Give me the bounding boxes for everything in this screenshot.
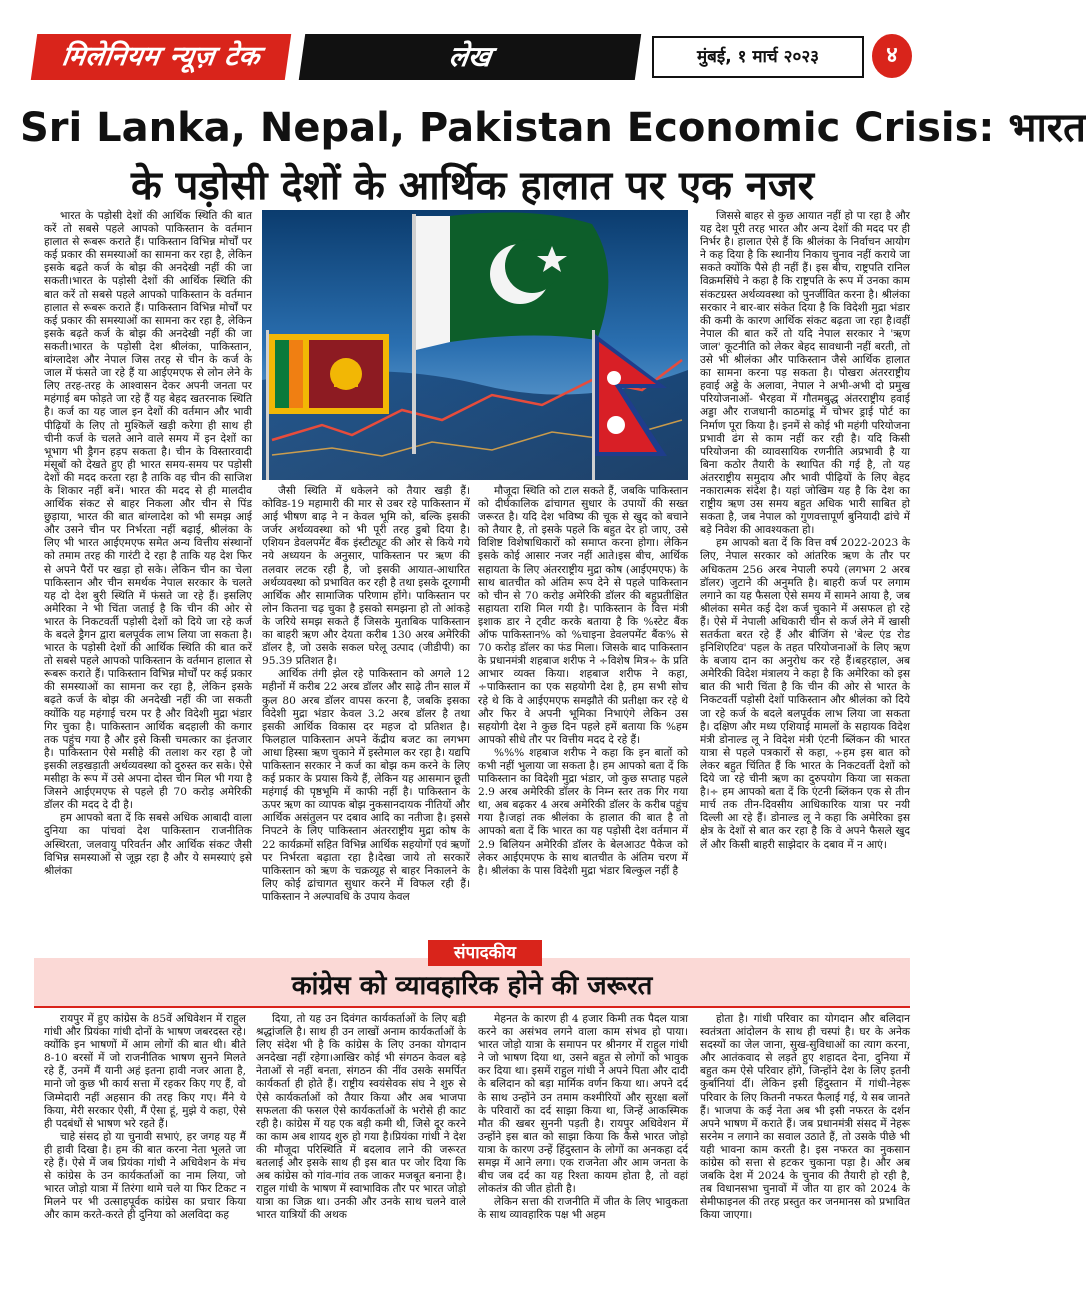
article-paragraph: भारत के पड़ोसी देशों की आर्थिक स्थिति की बात करें तो सबसे पहले आपको पाकिस्तान के वर्तमान हालात से रूबरू कराते हैं। पाकिस्तान विभिन्न मोर्चों पर कई प्रकार की समस्याओं का सामना कर रहा है, लेकिन इसके बढ़ते कर्ज के बोझ की अनदेखी नहीं की जा सकती।भारत के पड़ोसी देशों की आर्थिक स्थिति की बात करें तो सबसे पहले आपको पाकिस्तान के वर्तमान हालात से रूबरू कराते हैं। पाकिस्तान विभिन्न मोर्चों पर कई प्रकार की समस्याओं का सामना कर रहा है, लेकिन इसके बढ़ते कर्ज के बोझ की अनदेखी नहीं की जा सकती।भारत के पड़ोसी देश श्रीलंका, पाकिस्तान, बांग्लादेश और नेपाल जिस तरह से चीन के कर्ज के जाल में फंसते जा रहे हैं या आईएमएफ से लोन लेने के लिए तरह-तरह के आश्वासन देकर अपनी जनता पर महंगाई बम फोड़ते जा रहे हैं यह बेहद खतरनाक स्थिति है। कर्ज का यह जाल इन देशों की वर्तमान और भावी पीढ़ियों के लिए तो मुश्किलें खड़ी करेगा ही साथ ही चीनी कर्ज के चलते आने वाले समय में इन देशों का भूभाग भी ड्रैगन हड़प सकता है। चीन के विस्तारवादी मंसूबों को देखते हुए ही भारत समय-समय पर पड़ोसी देशों की मदद करता रहा है ताकि वह चीन की साजिश के शिकार नहीं बनें। भारत की मदद से ही मालदीव आर्थिक संकट से बाहर निकला और चीन से पिंड छुड़ाया, भारत की बात बांग्लादेश को भी समझ आई और उसने चीन पर निर्भरता नहीं बढ़ाई, श्रीलंका के लिए भी भारत आईएमएफ समेत अन्य वित्तीय संस्थानों को तमाम तरह की गारंटी दे रहा है ताकि यह देश फिर से अपने पैरों पर खड़ा हो सके। लेकिन चीन का चेला पाकिस्तान और चीन समर्थक नेपाल सरकार के चलते यह दो देश बुरी स्थिति में फंसते जा रहे हैं। इसलिए अमेरिका ने भी चिंता जताई है कि चीन की ओर से भारत के निकटवर्ती पड़ोसी देशों को दिये जा रहे कर्ज के बदले ड्रैगन द्वारा बलपूर्वक लाभ लिया जा सकता है।भारत के पड़ोसी देशों की आर्थिक स्थिति की बात करें तो सबसे पहले आपको पाकिस्तान के वर्तमान हालात से रूबरू कराते हैं। पाकिस्तान विभिन्न मोर्चों पर कई प्रकार की समस्याओं का सामना कर रहा है, लेकिन इसके बढ़ते कर्ज के बोझ की अनदेखी नहीं की जा सकती क्योंकि यह महंगाई चरम पर है और विदेशी मुद्रा भंडार गिर चुका है। पाकिस्तान आर्थिक बदहाली की कगार तक पहुंच गया है और इसे किसी चमत्कार का इंतजार है। पाकिस्तान ऐसे मसीहे की तलाश कर रहा है जो इसकी लड़खड़ाती अर्थव्यवस्था को दुरुस्त कर सके। ऐसे मसीहा के रूप में उसे अपना दोस्त चीन मिल भी गया है जिसने आईएमएफ से पहले ही 70 करोड़ अमेरिकी डॉलर की मदद दे दी है। <box>44 210 252 812</box>
editorial-tag: संपादकीय <box>428 940 542 966</box>
article-paragraph: आर्थिक तंगी झेल रहे पाकिस्तान को अगले 12 महीनों में करीब 22 अरब डॉलर और साढ़े तीन साल में कुल 80 अरब डॉलर वापस करना है, जबकि इसका विदेशी मुद्रा भंडार केवल 3.2 अरब डॉलर है तथा इसकी आर्थिक विकास दर महज दो प्रतिशत है। फिलहाल पाकिस्तान अपने केंद्रीय बजट का लगभग आधा हिस्सा ऋण चुकाने में इस्तेमाल कर रहा है। यद्यपि पाकिस्तान सरकार ने कर्ज का बोझ कम करने के लिए कई प्रकार के प्रयास किये हैं, लेकिन यह आसमान छूती महंगाई की पृष्ठभूमि में काफी नहीं है। पाकिस्तान के ऊपर ऋण का व्यापक बोझ नुकसानदायक नीतियों और आर्थिक असंतुलन पर दबाव आदि का नतीजा है। इससे निपटने के लिए पाकिस्तान अंतरराष्ट्रीय मुद्रा कोष के 22 कार्यक्रमों सहित विभिन्न आर्थिक सहयोगों एवं ऋणों पर निर्भरता बढ़ाता रहा है।देखा जाये तो सरकारें पाकिस्तान को ऋण के चक्रव्यूह से बाहर निकालने के लिए कोई ढांचागत सुधार करने में विफल रही हैं। पाकिस्तान ने अल्पावधि के उपाय केवल <box>262 668 470 903</box>
editorial-paragraph: दिया, तो यह उन दिवंगत कार्यकर्ताओं के लिए बड़ी श्रद्धांजलि है। साथ ही उन लाखों अनाम कार्यकर्ताओं के लिए संदेश भी है कि कांग्रेस के लिए उनका योगदान अनदेखा नहीं रहेगा।आखिर कोई भी संगठन केवल बड़े नेताओं से नहीं बनता, संगठन की नींव उसके समर्पित कार्यकर्ता ही होते हैं। राष्ट्रीय स्वयंसेवक संघ ने शुरु से ऐसे कार्यकर्ताओं को तैयार किया और अब भाजपा सफलता की फसल ऐसे कार्यकर्ताओं के भरोसे ही काट रही है। कांग्रेस में यह एक बड़ी कमी थी, जिसे दूर करने का काम अब शायद शुरु हो गया है।प्रियंका गांधी ने देश की मौजूदा परिस्थिति में बदलाव लाने की जरूरत बतलाई और इसके साथ ही इस बात पर जोर दिया कि अब कांग्रेस को गांव-गांव तक जाकर मजबूत बनाना है। राहुल गांधी के भाषण में स्वाभाविक तौर पर भारत जोड़ो यात्रा का जिक्र था। उनकी और उनके साथ चलने वाले भारत यात्रियों की अथक <box>256 1013 466 1222</box>
article-column-1 <box>44 210 252 945</box>
dateline: मुंबई, १ मार्च २०२३ <box>652 36 864 78</box>
headline-line-2: के पड़ोसी देशों के आर्थिक हालात पर एक नजर <box>130 163 815 209</box>
brand-logo: मिलेनियम न्यूज़ टेक <box>31 34 291 80</box>
editorial-column-2 <box>256 1013 466 1263</box>
headline-line-1: Sri Lanka, Nepal, Pakistan Economic Crisis: भारत <box>20 105 1086 151</box>
article-headline <box>20 100 1086 216</box>
flags-illustration <box>262 210 688 480</box>
masthead <box>34 34 910 82</box>
editorial-column-4 <box>700 1013 910 1263</box>
editorial-column-1 <box>44 1013 246 1263</box>
article-paragraph: हम आपको बता दें कि वित्त वर्ष 2022-2023 के लिए, नेपाल सरकार को आंतरिक ऋण के तौर पर अधिकतम 256 अरब नेपाली रुपये (लगभग 2 अरब डॉलर) जुटाने की अनुमति है। बाहरी कर्ज पर लगाम लगाने का यह फैसला ऐसे समय में सामने आया है, जब श्रीलंका समेत कई देश कर्ज चुकाने में असफल हो रहे हैं। ऐसे में नेपाली अधिकारी चीन से कर्ज लेने में खासी सतर्कता बरत रहे हैं और बीजिंग से 'बेल्ट एंड रोड इनिशिएटिव' पहल के तहत परियोजनाओं के लिए ऋण के बजाय दान का अनुरोध कर रहे हैं।बहरहाल, अब अमेरिकी विदेश मंत्रालय ने कहा है कि अमेरिका को इस बात की भारी चिंता है कि चीन की ओर से भारत के निकटवर्ती पड़ोसी देशों पाकिस्तान और श्रीलंका को दिये जा रहे कर्ज के बदले बलपूर्वक लाभ लिया जा सकता है। दक्षिण और मध्य एशियाई मामलों के सहायक विदेश मंत्री डोनाल्ड लू ने विदेश मंत्री एंटनी ब्लिंकन की भारत यात्रा से पहले पत्रकारों से कहा, ÷हम इस बात को लेकर बहुत चिंतित हैं कि भारत के निकटवर्ती देशों को दिये जा रहे चीनी ऋण का दुरुपयोग किया जा सकता है।÷ हम आपको बता दें कि एंटनी ब्लिंकन एक से तीन मार्च तक तीन-दिवसीय आधिकारिक यात्रा पर नयी दिल्ली आ रहे हैं। डोनाल्ड लू ने कहा कि अमेरिका इस क्षेत्र के देशों से बात कर रहा है कि वे अपने फैसले खुद लें और किसी बाहरी साझेदार के दबाव में न आएं। <box>700 537 910 851</box>
editorial-paragraph: चाहे संसद हो या चुनावी सभाएं, हर जगह यह मैं ही हावी दिखा है। हम की बात करना नेता भूलते जा रहे हैं। ऐसे में जब प्रियंका गांधी ने अधिवेशन के मंच से कांग्रेस के उन कार्यकर्ताओं का नाम लिया, जो भारत जोड़ो यात्रा में तिरंगा थामे चले या फिर टिकट न मिलने पर भी उत्साहपूर्वक कांग्रेस का प्रचार किया और काम करते-करते ही दुनिया को अलविदा कह <box>44 1130 246 1222</box>
article-column-3 <box>478 485 688 945</box>
article-column-2 <box>262 485 470 945</box>
editorial-paragraph: होता है। गांधी परिवार का योगदान और बलिदान स्वतंत्रता आंदोलन के साथ ही चस्पां है। घर के अनेक सदस्यों का जेल जाना, सुख-सुविधाओं का त्याग करना, और आतंकवाद से लड़ते हुए शहादत देना, दुनिया में बहुत कम ऐसे परिवार होंगे, जिन्होंने देश के लिए इतनी कुर्बानियां दीं। लेकिन इसी हिंदुस्तान में गांधी-नेहरू परिवार के लिए कितनी नफरत फैलाई गई, ये सब जानते हैं। भाजपा के कई नेता अब भी इसी नफरत के दर्शन अपने भाषण में कराते हैं। जब प्रधानमंत्री संसद में नेहरू सरनेम न लगाने का सवाल उठाते हैं, तो उसके पीछे भी यही भावना काम करती है। इस नफरत का नुकसान कांग्रेस को सत्ता से हटकर चुकाना पड़ा है। और अब जबकि देश में 2024 के चुनाव की तैयारी हो रही है, तब विधानसभा चुनावों में जीत या हार को 2024 के सेमीफाइनल की तरह प्रस्तुत कर जनमानस को प्रभावित किया जाएगा। <box>700 1013 910 1222</box>
article-paragraph: हम आपको बता दें कि सबसे अधिक आबादी वाला दुनिया का पांचवां देश पाकिस्तान राजनीतिक अस्थिरता, जलवायु परिवर्तन और आर्थिक संकट जैसी विभिन्न समस्याओं से जूझ रहा है और ये समस्याएं इसे श्रीलंका <box>44 812 252 877</box>
editorial-paragraph: लेकिन सत्ता की राजनीति में जीत के लिए भावुकता के साथ व्यावहारिक पक्ष भी अहम <box>478 1196 688 1222</box>
article-paragraph: मौजूदा स्थिति को टाल सकते हैं, जबकि पाकिस्तान को दीर्घकालिक ढांचागत सुधार के उपायों की सख्त जरूरत है। यदि देश भविष्य की चूक से खुद को बचाने को तैयार है, तो इसके पहले कि बहुत देर हो जाए, उसे विशिष्ट विशेषाधिकारों को समाप्त करना होगा। लेकिन इसके कोई आसार नजर नहीं आते।इस बीच, आर्थिक सहायता के लिए अंतरराष्ट्रीय मुद्रा कोष (आईएमएफ) के साथ बातचीत को अंतिम रूप देने से पहले पाकिस्तान को चीन से 70 करोड़ अमेरिकी डॉलर की बहुप्रतीक्षित सहायता राशि मिल गयी है। पाकिस्तान के वित्त मंत्री इशाक डार ने ट्वीट करके बताया है कि %स्टेट बैंक ऑफ पाकिस्तान% को %चाइना डेवलपमेंट बैंक% से 70 करोड़ डॉलर का फंड मिला। जिसके बाद पाकिस्तान के प्रधानमंत्री शहबाज शरीफ ने ÷विशेष मित्र÷ के प्रति आभार व्यक्त किया। शहबाज शरीफ ने कहा, ÷पाकिस्तान का एक सहयोगी देश है, हम सभी सोच रहे थे कि वे आईएमएफ समझौते की प्रतीक्षा कर रहे थे और फिर वे अपनी भूमिका निभाएंगे लेकिन उस सहयोगी देश ने कुछ दिन पहले हमें बताया कि %हम आपको सीधे तौर पर वित्तीय मदद दे रहे हैं। <box>478 485 688 746</box>
article-paragraph: %%% शहबाज शरीफ ने कहा कि इन बातों को कभी नहीं भुलाया जा सकता है। हम आपको बता दें कि पाकिस्तान का विदेशी मुद्रा भंडार, जो कुछ सप्ताह पहले 2.9 अरब अमेरिकी डॉलर के निम्न स्तर तक गिर गया था, अब बढ़कर 4 अरब अमेरिकी डॉलर के करीब पहुंच गया है।जहां तक श्रीलंका के हालात की बात है तो आपको बता दें कि भारत का यह पड़ोसी देश वर्तमान में 2.9 बिलियन अमेरिकी डॉलर के बेलआउट पैकेज को लेकर आईएमएफ के साथ बातचीत के अंतिम चरण में है। श्रीलंका के पास विदेशी मुद्रा भंडार बिल्कुल नहीं है <box>478 746 688 877</box>
page-number-badge: ४ <box>872 34 912 78</box>
article-paragraph: जैसी स्थिति में धकेलने को तैयार खड़ी हैं। कोविड-19 महामारी की मार से उबर रहे पाकिस्तान में आई भीषण बाढ़ ने न केवल भूमि को, बल्कि इसकी जर्जर अर्थव्यवस्था को भी पूरी तरह डुबो दिया है। एशियन डेवलपमेंट बैंक इंस्टीट्यूट की ओर से किये गये नये अध्ययन के अनुसार, पाकिस्तान पर ऋण की तलवार लटक रही है, जो इसकी आयात-आधारित अर्थव्यवस्था को प्रभावित कर रही है तथा इसके दूरगामी आर्थिक और सामाजिक परिणाम होंगे। पाकिस्तान पर लोन कितना चढ़ चुका है इसको समझना हो तो आंकड़े के जरिये समझ सकते हैं जिसके मुताबिक पाकिस्तान का बाहरी ऋण और देयता करीब 130 अरब अमेरिकी डॉलर है, जो उसके सकल घरेलू उत्पाद (जीडीपी) का 95.39 प्रतिशत है। <box>262 485 470 668</box>
editorial-paragraph: मेहनत के कारण ही 4 हजार किमी तक पैदल यात्रा करने का असंभव लगने वाला काम संभव हो पाया। भारत जोड़ो यात्रा के समापन पर श्रीनगर में राहुल गांधी ने जो भाषण दिया था, उसने बहुत से लोगों को भावुक कर दिया था। इसमें राहुल गांधी ने अपने पिता और दादी के बलिदान को बड़ा मार्मिक वर्णन किया था। अपने दर्द के साथ उन्होंने उन तमाम कश्मीरियों और सुरक्षा बलों के परिवारों का दर्द साझा किया था, जिन्हें आकस्मिक मौत की खबर सुननी पड़ती है। रायपुर अधिवेशन में उन्होंने इस बात को साझा किया कि कैसे भारत जोड़ो यात्रा के कारण उन्हें हिंदुस्तान के लोगों का अनकहा दर्द समझ में आने लगा। एक राजनेता और आम जनता के बीच जब दर्द का यह रिश्ता कायम होता है, तो वहां लोकतंत्र की जीत होती है। <box>478 1013 688 1196</box>
editorial-divider <box>34 1006 910 1008</box>
article-column-4 <box>700 210 910 945</box>
editorial-column-3 <box>478 1013 688 1263</box>
article-paragraph: जिससे बाहर से कुछ आयात नहीं हो पा रहा है और यह देश पूरी तरह भारत और अन्य देशों की मदद पर ही निर्भर है। हालात ऐसे हैं कि श्रीलंका के निर्वाचन आयोग ने कह दिया है कि स्थानीय निकाय चुनाव नहीं कराये जा सकते क्योंकि पैसे ही नहीं हैं। इस बीच, राष्ट्रपति रानिल विक्रमसिंघे ने कहा है कि राष्ट्रपति के रूप में उनका काम संकटग्रस्त अर्थव्यवस्था को पुनर्जीवित करना है। श्रीलंका सरकार ने बार-बार संकेत दिया है कि विदेशी मुद्रा भंडार की कमी के कारण आर्थिक संकट बढ़ता जा रहा है।वहीं नेपाल की बात करें तो यदि नेपाल सरकार ने 'ऋण जाल' कूटनीति को लेकर बेहद सावधानी नहीं बरती, तो उसे भी श्रीलंका और पाकिस्तान जैसे आर्थिक हालात का सामना करना पड़ सकता है। पोखरा अंतरराष्ट्रीय हवाई अड्डे के अलावा, नेपाल ने अभी-अभी दो प्रमुख परियोजनाओं- भैरहवा में गौतमबुद्ध अंतरराष्ट्रीय हवाई अड्डा और राजधानी काठमांडू में चोभर ड्राई पोर्ट का निर्माण पूरा किया है। इनमें से कोई भी महंगी परियोजना प्रभावी ढंग से काम नहीं कर रही है। यदि किसी परियोजना की व्यावसायिक रणनीति अप्रभावी है या बिना कठोर तैयारी के स्थापित की गई है, तो यह अंतरराष्ट्रीय समुदाय और भावी पीढ़ियों के लिए बेहद नकारात्मक संदेश है। यहां जोखिम यह है कि देश का राष्ट्रीय ऋण उस समय बहुत अधिक भारी साबित हो सकता है, जब नेपाल को गुणवत्तापूर्ण बुनियादी ढांचे में बड़े निवेश की आवश्यकता हो। <box>700 210 910 537</box>
flags-photo <box>262 210 688 480</box>
editorial-paragraph: रायपुर में हुए कांग्रेस के 85वें अधिवेशन में राहुल गांधी और प्रियंका गांधी दोनों के भाषण जबरदस्त रहे। क्योंकि इन भाषणों में आम लोगों की बात थी। बीते 8-10 बरसों में जो राजनीतिक भाषण सुनने मिलते रहे हैं, उनमें मैं यानी अहं इतना हावी नजर आता है, मानो जो कुछ भी कार्य सत्ता में रहकर किए गए हैं, वो जिम्मेदारी नहीं अहसान की तरह किए गए। मैंने ये किया, मेरी सरकार ऐसी, मैं ऐसा हूं, मुझे ये कहा, ऐसे ही पदबंधों से भाषण भरे रहते हैं। <box>44 1013 246 1130</box>
section-tag: लेख <box>299 34 641 80</box>
editorial-title: कांग्रेस को व्यावहारिक होने की जरूरत <box>291 971 653 1001</box>
